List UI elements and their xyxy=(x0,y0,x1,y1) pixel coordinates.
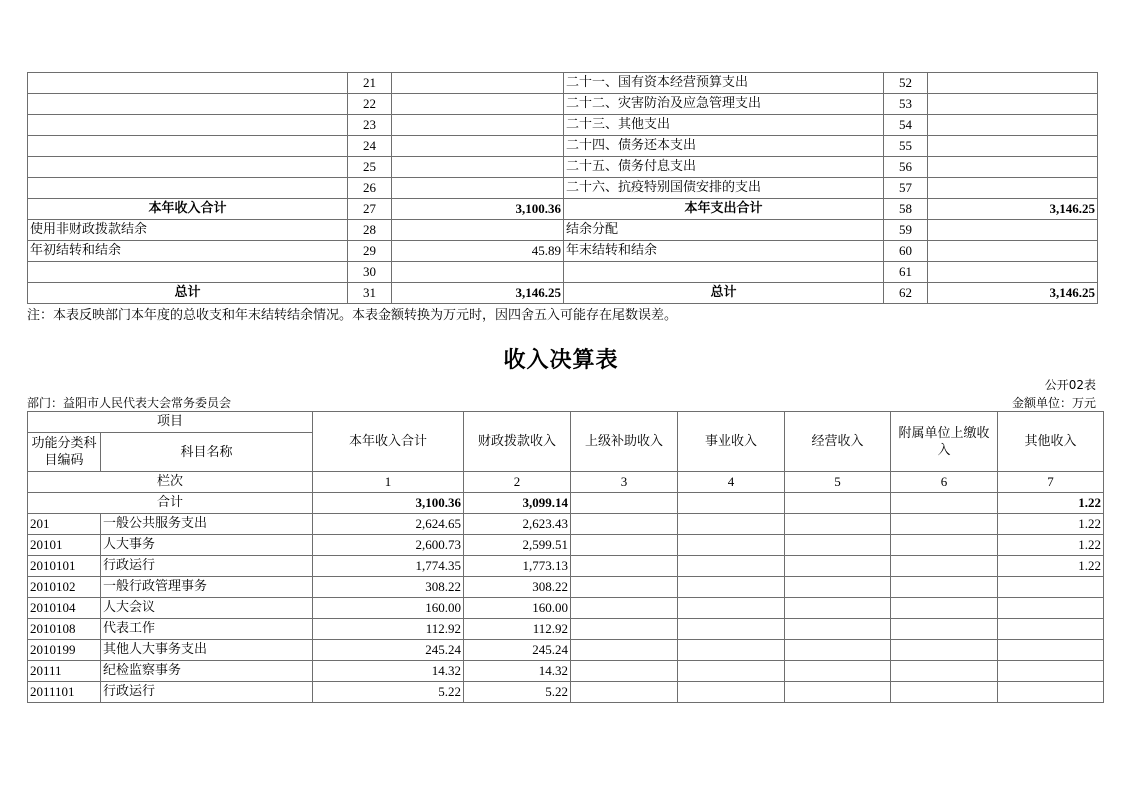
amount-cell xyxy=(785,682,891,703)
func-code: 20111 xyxy=(28,661,101,682)
amount-cell: 1.22 xyxy=(998,556,1104,577)
income-line-number: 23 xyxy=(348,115,392,136)
col-header-1: 本年收入合计 xyxy=(313,412,464,472)
expense-amount xyxy=(928,178,1098,199)
total-value: 1.22 xyxy=(998,493,1104,514)
subject-name: 其他人大事务支出 xyxy=(101,640,313,661)
expense-item-name: 二十一、国有资本经营预算支出 xyxy=(564,73,884,94)
expense-line-number: 60 xyxy=(884,241,928,262)
amount-cell: 2,600.73 xyxy=(313,535,464,556)
amount-cell xyxy=(571,514,678,535)
expense-line-number: 58 xyxy=(884,199,928,220)
col-header-4: 事业收入 xyxy=(678,412,785,472)
income-amount: 3,146.25 xyxy=(392,283,564,304)
department-label: 部门：益阳市人民代表大会常务委员会 xyxy=(27,396,232,410)
amount-cell xyxy=(571,682,678,703)
expense-amount xyxy=(928,220,1098,241)
table-row xyxy=(28,199,1098,220)
amount-cell: 112.92 xyxy=(464,619,571,640)
amount-cell: 1,774.35 xyxy=(313,556,464,577)
income-line-number: 21 xyxy=(348,73,392,94)
amount-cell xyxy=(678,640,785,661)
income-line-number: 22 xyxy=(348,94,392,115)
expense-item-name: 二十三、其他支出 xyxy=(564,115,884,136)
table-row xyxy=(28,220,1098,241)
amount-cell xyxy=(785,577,891,598)
income-line-number: 27 xyxy=(348,199,392,220)
income-item-name xyxy=(28,262,348,283)
amount-cell: 112.92 xyxy=(313,619,464,640)
total-value xyxy=(785,493,891,514)
amount-cell: 245.24 xyxy=(464,640,571,661)
expense-item-name: 二十五、债务付息支出 xyxy=(564,157,884,178)
income-line-number: 25 xyxy=(348,157,392,178)
amount-cell: 308.22 xyxy=(464,577,571,598)
table-row xyxy=(28,283,1098,304)
amount-cell: 2,623.43 xyxy=(464,514,571,535)
column-number: 5 xyxy=(785,472,891,493)
func-code-header: 功能分类科目编码 xyxy=(28,433,101,472)
amount-cell: 2,624.65 xyxy=(313,514,464,535)
amount-cell xyxy=(785,598,891,619)
table-row xyxy=(28,661,1104,682)
amount-cell xyxy=(998,577,1104,598)
expense-amount xyxy=(928,241,1098,262)
income-item-name: 本年收入合计 xyxy=(28,199,348,220)
column-number: 6 xyxy=(891,472,998,493)
amount-cell xyxy=(998,661,1104,682)
expense-line-number: 61 xyxy=(884,262,928,283)
expense-item-name: 二十六、抗疫特别国债安排的支出 xyxy=(564,178,884,199)
table-row xyxy=(28,577,1104,598)
amount-cell xyxy=(571,598,678,619)
income-amount xyxy=(392,94,564,115)
amount-cell xyxy=(785,556,891,577)
expense-item-name xyxy=(564,262,884,283)
func-code: 2010102 xyxy=(28,577,101,598)
income-item-name: 年初结转和结余 xyxy=(28,241,348,262)
amount-cell xyxy=(785,514,891,535)
amount-cell: 160.00 xyxy=(313,598,464,619)
column-number: 4 xyxy=(678,472,785,493)
income-amount xyxy=(392,157,564,178)
total-value: 3,100.36 xyxy=(313,493,464,514)
income-amount xyxy=(392,220,564,241)
table-row xyxy=(28,262,1098,283)
income-line-number: 30 xyxy=(348,262,392,283)
expense-line-number: 62 xyxy=(884,283,928,304)
table-row xyxy=(28,682,1104,703)
amount-cell xyxy=(678,556,785,577)
amount-cell: 5.22 xyxy=(313,682,464,703)
subject-name: 一般行政管理事务 xyxy=(101,577,313,598)
func-code: 2011101 xyxy=(28,682,101,703)
expense-line-number: 52 xyxy=(884,73,928,94)
expense-amount xyxy=(928,94,1098,115)
income-item-name xyxy=(28,157,348,178)
total-row xyxy=(28,493,1104,514)
amount-cell xyxy=(571,619,678,640)
amount-cell: 1.22 xyxy=(998,535,1104,556)
expense-amount xyxy=(928,262,1098,283)
amount-cell xyxy=(998,640,1104,661)
amount-cell xyxy=(785,640,891,661)
income-amount xyxy=(392,73,564,94)
total-value xyxy=(891,493,998,514)
table-row xyxy=(28,514,1104,535)
income-line-number: 24 xyxy=(348,136,392,157)
expense-item-name: 二十二、灾害防治及应急管理支出 xyxy=(564,94,884,115)
amount-cell xyxy=(891,619,998,640)
table-row xyxy=(28,640,1104,661)
func-code: 201 xyxy=(28,514,101,535)
col-header-3: 上级补助收入 xyxy=(571,412,678,472)
amount-cell xyxy=(571,640,678,661)
subject-name: 代表工作 xyxy=(101,619,313,640)
column-number-row xyxy=(28,472,1104,493)
amount-cell xyxy=(785,535,891,556)
expense-line-number: 56 xyxy=(884,157,928,178)
expense-line-number: 54 xyxy=(884,115,928,136)
func-code: 2010108 xyxy=(28,619,101,640)
amount-cell: 14.32 xyxy=(464,661,571,682)
income-item-name xyxy=(28,73,348,94)
amount-cell: 245.24 xyxy=(313,640,464,661)
income-item-name xyxy=(28,94,348,115)
table-row xyxy=(28,136,1098,157)
income-amount xyxy=(392,178,564,199)
column-number: 7 xyxy=(998,472,1104,493)
amount-cell xyxy=(571,661,678,682)
table-row xyxy=(28,535,1104,556)
amount-cell xyxy=(891,535,998,556)
amount-cell xyxy=(891,661,998,682)
subject-name: 行政运行 xyxy=(101,556,313,577)
subject-name: 人大事务 xyxy=(101,535,313,556)
income-amount xyxy=(392,262,564,283)
col-header-6: 附属单位上缴收入 xyxy=(891,412,998,472)
income-line-number: 31 xyxy=(348,283,392,304)
amount-cell: 2,599.51 xyxy=(464,535,571,556)
expense-line-number: 57 xyxy=(884,178,928,199)
income-item-name xyxy=(28,178,348,199)
amount-cell xyxy=(891,556,998,577)
func-code: 20101 xyxy=(28,535,101,556)
amount-cell: 14.32 xyxy=(313,661,464,682)
amount-cell xyxy=(998,682,1104,703)
table-row xyxy=(28,241,1098,262)
col-header-7: 其他收入 xyxy=(998,412,1104,472)
expense-amount xyxy=(928,115,1098,136)
func-code: 2010199 xyxy=(28,640,101,661)
amount-cell xyxy=(678,661,785,682)
income-settlement-table xyxy=(27,411,1104,703)
amount-cell xyxy=(678,598,785,619)
unit-label: 金额单位：万元 xyxy=(1011,396,1096,410)
table-row xyxy=(28,115,1098,136)
expense-amount xyxy=(928,73,1098,94)
column-number: 1 xyxy=(313,472,464,493)
income-item-name xyxy=(28,115,348,136)
amount-cell xyxy=(891,640,998,661)
subject-name: 纪检监察事务 xyxy=(101,661,313,682)
income-amount: 3,100.36 xyxy=(392,199,564,220)
expense-amount: 3,146.25 xyxy=(928,199,1098,220)
amount-cell xyxy=(998,598,1104,619)
column-number: 3 xyxy=(571,472,678,493)
table-row xyxy=(28,178,1098,199)
expense-item-name: 二十四、债务还本支出 xyxy=(564,136,884,157)
subject-name: 人大会议 xyxy=(101,598,313,619)
table-row xyxy=(28,619,1104,640)
income-line-number: 28 xyxy=(348,220,392,241)
amount-cell: 308.22 xyxy=(313,577,464,598)
amount-cell xyxy=(571,535,678,556)
amount-cell: 5.22 xyxy=(464,682,571,703)
expense-amount xyxy=(928,157,1098,178)
expense-item-name: 本年支出合计 xyxy=(564,199,884,220)
amount-cell xyxy=(678,682,785,703)
total-value xyxy=(678,493,785,514)
expense-line-number: 55 xyxy=(884,136,928,157)
expense-item-name: 结余分配 xyxy=(564,220,884,241)
subject-name: 一般公共服务支出 xyxy=(101,514,313,535)
table-code: 公开02表 xyxy=(1044,378,1096,392)
table-row xyxy=(28,73,1098,94)
amount-cell xyxy=(571,577,678,598)
amount-cell xyxy=(678,577,785,598)
amount-cell xyxy=(891,682,998,703)
amount-cell: 1,773.13 xyxy=(464,556,571,577)
total-value: 3,099.14 xyxy=(464,493,571,514)
amount-cell xyxy=(571,556,678,577)
income-amount xyxy=(392,136,564,157)
func-code: 2010104 xyxy=(28,598,101,619)
table-row xyxy=(28,157,1098,178)
column-number-label: 栏次 xyxy=(28,472,313,493)
col-header-5: 经营收入 xyxy=(785,412,891,472)
table-row xyxy=(28,598,1104,619)
amount-cell xyxy=(891,598,998,619)
amount-cell: 160.00 xyxy=(464,598,571,619)
column-number: 2 xyxy=(464,472,571,493)
income-item-name: 总计 xyxy=(28,283,348,304)
amount-cell xyxy=(891,577,998,598)
income-item-name: 使用非财政拨款结余 xyxy=(28,220,348,241)
expense-line-number: 53 xyxy=(884,94,928,115)
table-row xyxy=(28,556,1104,577)
total-label: 合计 xyxy=(28,493,313,514)
amount-cell xyxy=(678,535,785,556)
amount-cell xyxy=(891,514,998,535)
header-row-1 xyxy=(28,412,1104,433)
project-header: 项目 xyxy=(28,412,313,433)
page-title: 收入决算表 xyxy=(503,348,619,373)
expense-amount: 3,146.25 xyxy=(928,283,1098,304)
subject-name-header: 科目名称 xyxy=(101,433,313,472)
total-value xyxy=(571,493,678,514)
income-amount xyxy=(392,115,564,136)
income-expense-summary-table xyxy=(27,72,1098,304)
income-line-number: 29 xyxy=(348,241,392,262)
expense-item-name: 总计 xyxy=(564,283,884,304)
amount-cell xyxy=(678,514,785,535)
subject-name: 行政运行 xyxy=(101,682,313,703)
table-row xyxy=(28,94,1098,115)
col-header-2: 财政拨款收入 xyxy=(464,412,571,472)
amount-cell xyxy=(678,619,785,640)
func-code: 2010101 xyxy=(28,556,101,577)
income-line-number: 26 xyxy=(348,178,392,199)
expense-amount xyxy=(928,136,1098,157)
expense-item-name: 年末结转和结余 xyxy=(564,241,884,262)
income-item-name xyxy=(28,136,348,157)
amount-cell xyxy=(785,619,891,640)
amount-cell xyxy=(998,619,1104,640)
amount-cell xyxy=(785,661,891,682)
income-amount: 45.89 xyxy=(392,241,564,262)
amount-cell: 1.22 xyxy=(998,514,1104,535)
table-note: 注：本表反映部门本年度的总收支和年末结转结余情况。本表金额转换为万元时，因四舍五入可能存在尾数误差。 xyxy=(27,308,678,323)
expense-line-number: 59 xyxy=(884,220,928,241)
